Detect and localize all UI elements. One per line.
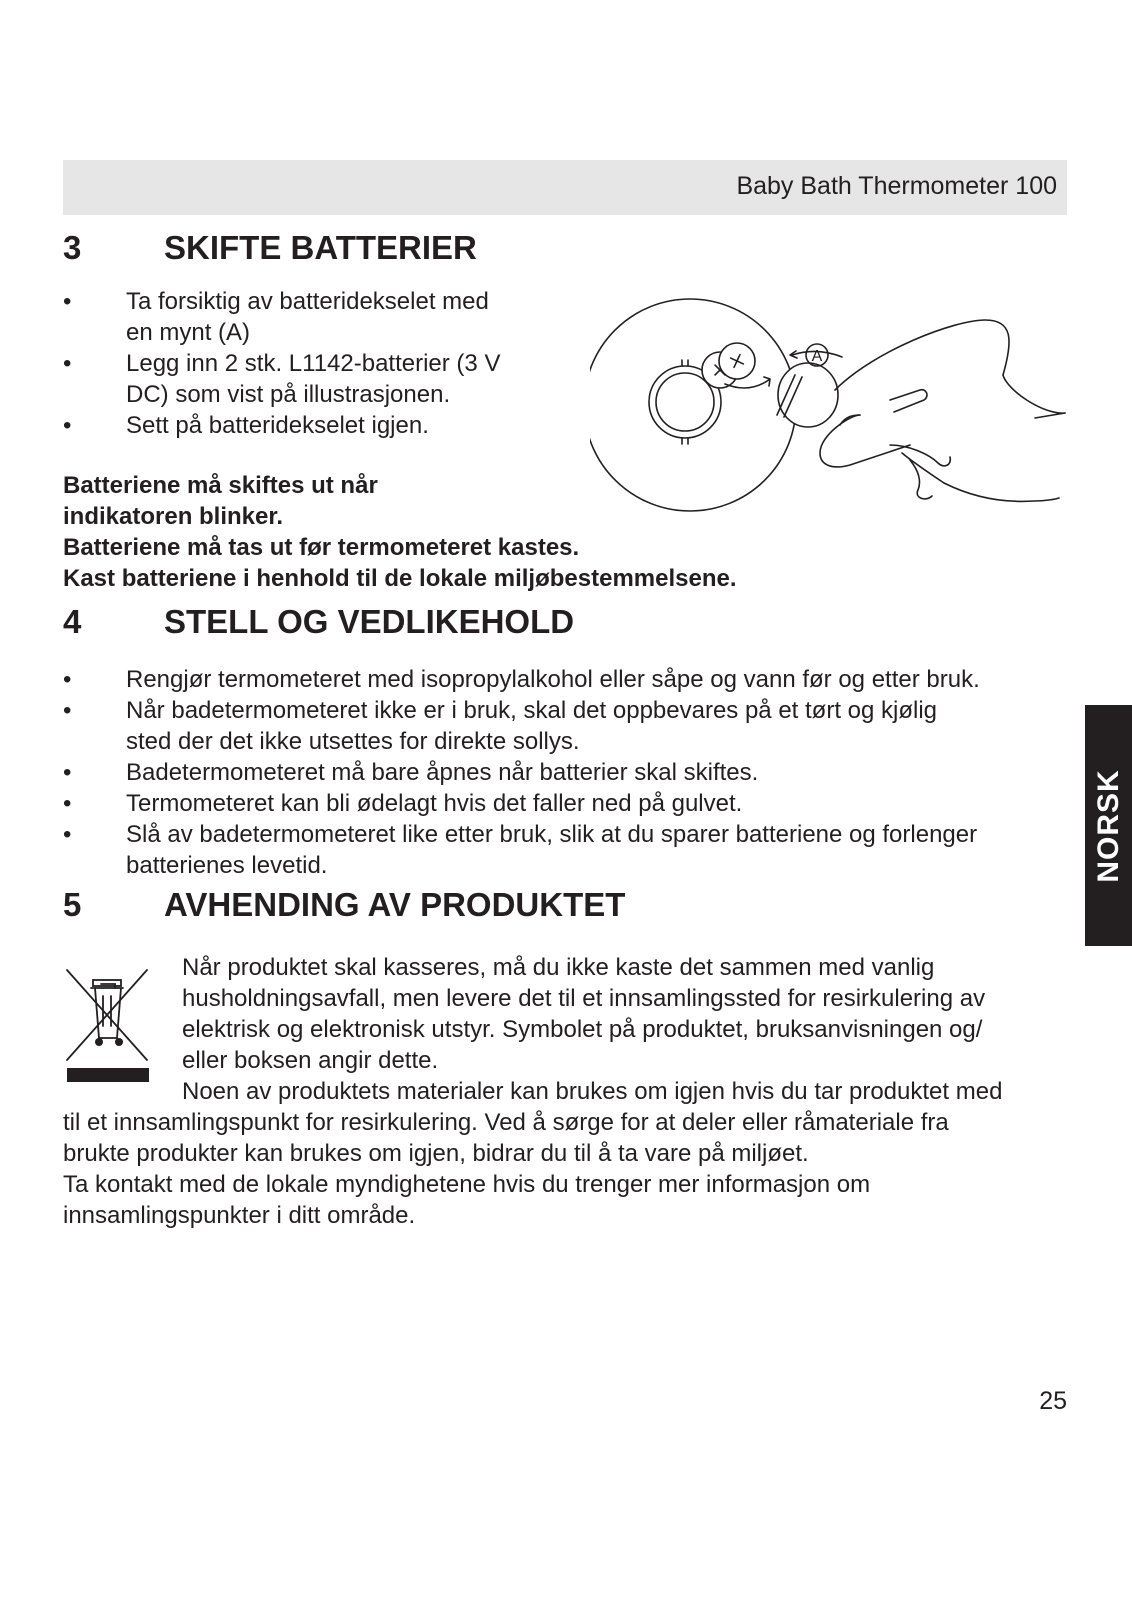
section-3-bullet-list bbox=[63, 286, 500, 441]
bullet-item bbox=[63, 410, 500, 441]
warning-line: indikatoren blinker. bbox=[63, 503, 284, 530]
bullet-line: • Rengjør termometeret med isopropylalkohol eller såpe og vann før og etter bruk. bbox=[126, 666, 980, 693]
text-line: Ta kontakt med de lokale myndighetene hvis du trenger mer informasjon om bbox=[63, 1171, 871, 1198]
text-line: innsamlingspunkter i ditt område. bbox=[63, 1202, 416, 1229]
section-number: 5 bbox=[63, 886, 82, 923]
text-line: Når produktet skal kasseres, må du ikke kaste det sammen med vanlig bbox=[182, 954, 935, 981]
disposal-paragraph bbox=[182, 952, 1072, 1076]
bullet-line: • Slå av badetermometeret like etter bruk, slik at du sparer batteriene og forlenger bbox=[126, 821, 978, 848]
warning-line: Batteriene må tas ut før termometeret kastes. bbox=[63, 534, 580, 561]
page-number: 25 bbox=[1039, 1387, 1067, 1415]
bullet-item bbox=[63, 819, 980, 881]
section-title: SKIFTE BATTERIER bbox=[164, 229, 477, 266]
text-line: brukte produkter kan brukes om igjen, bidrar du til å ta vare på miljøet. bbox=[63, 1140, 809, 1167]
weee-crossed-bin-icon bbox=[63, 960, 151, 1085]
section-title: AVHENDING AV PRODUKTET bbox=[164, 886, 626, 923]
recycling-paragraph bbox=[63, 1076, 1063, 1231]
section-number: 3 bbox=[63, 229, 82, 266]
warning-line: Batteriene må skiftes ut når bbox=[63, 472, 378, 499]
bullet-item bbox=[63, 286, 500, 348]
bullet-line: en mynt (A) bbox=[126, 319, 251, 346]
bullet-line: batterienes levetid. bbox=[126, 852, 328, 879]
section-4-bullet-list bbox=[63, 664, 980, 881]
warning-line: Kast batteriene i henhold til de lokale miljøbestemmelsene. bbox=[63, 565, 737, 592]
section-number: 4 bbox=[63, 603, 82, 640]
battery-cover bbox=[777, 363, 838, 427]
text-line: elektrisk og elektronisk utstyr. Symbolet på produktet, bruksanvisningen og/ bbox=[182, 1016, 983, 1043]
bullet-line: sted der det ikke utsettes for direkte sollys. bbox=[126, 728, 580, 755]
text-line: eller boksen angir dette. bbox=[182, 1047, 439, 1074]
bullet-item bbox=[63, 695, 980, 757]
bullet-line: • Legg inn 2 stk. L1142-batterier (3 V bbox=[126, 350, 501, 377]
bullet-line: • Badetermometeret må bare åpnes når batterier skal skiftes. bbox=[126, 759, 759, 786]
text-line: husholdningsavfall, men levere det til et innsamlingssted for resirkulering av bbox=[182, 985, 986, 1012]
section-title: STELL OG VEDLIKEHOLD bbox=[164, 603, 575, 640]
bullet-line: • Ta forsiktig av batteridekselet med bbox=[126, 288, 489, 315]
battery-replacement-illustration bbox=[590, 295, 1070, 520]
language-label: NORSK bbox=[1091, 768, 1125, 883]
text-line: til et innsamlingspunkt for resirkulering. Ved å sørge for at deler eller råmateriale fra bbox=[63, 1109, 949, 1136]
coin-battery-icons bbox=[702, 343, 770, 388]
bullet-line: • Når badetermometeret ikke er i bruk, skal det oppbevares på et tørt og kjølig bbox=[126, 697, 938, 724]
language-tab bbox=[1085, 705, 1132, 946]
document-title: Baby Bath Thermometer 100 bbox=[736, 172, 1057, 200]
callout-label: A bbox=[811, 348, 823, 365]
bullet-line: DC) som vist på illustrasjonen. bbox=[126, 381, 451, 408]
bullet-item bbox=[63, 788, 980, 819]
bullet-item bbox=[63, 757, 980, 788]
hand-icon bbox=[820, 320, 1065, 501]
bullet-line: • Sett på batteridekselet igjen. bbox=[126, 412, 429, 439]
text-line: Noen av produktets materialer kan brukes om igjen hvis du tar produktet med bbox=[182, 1078, 1003, 1105]
bullet-item bbox=[63, 664, 980, 695]
bullet-item bbox=[63, 348, 500, 410]
thermometer-body-outline bbox=[590, 299, 796, 511]
header-band bbox=[63, 160, 1067, 215]
bullet-line: • Termometeret kan bli ødelagt hvis det faller ned på gulvet. bbox=[126, 790, 743, 817]
